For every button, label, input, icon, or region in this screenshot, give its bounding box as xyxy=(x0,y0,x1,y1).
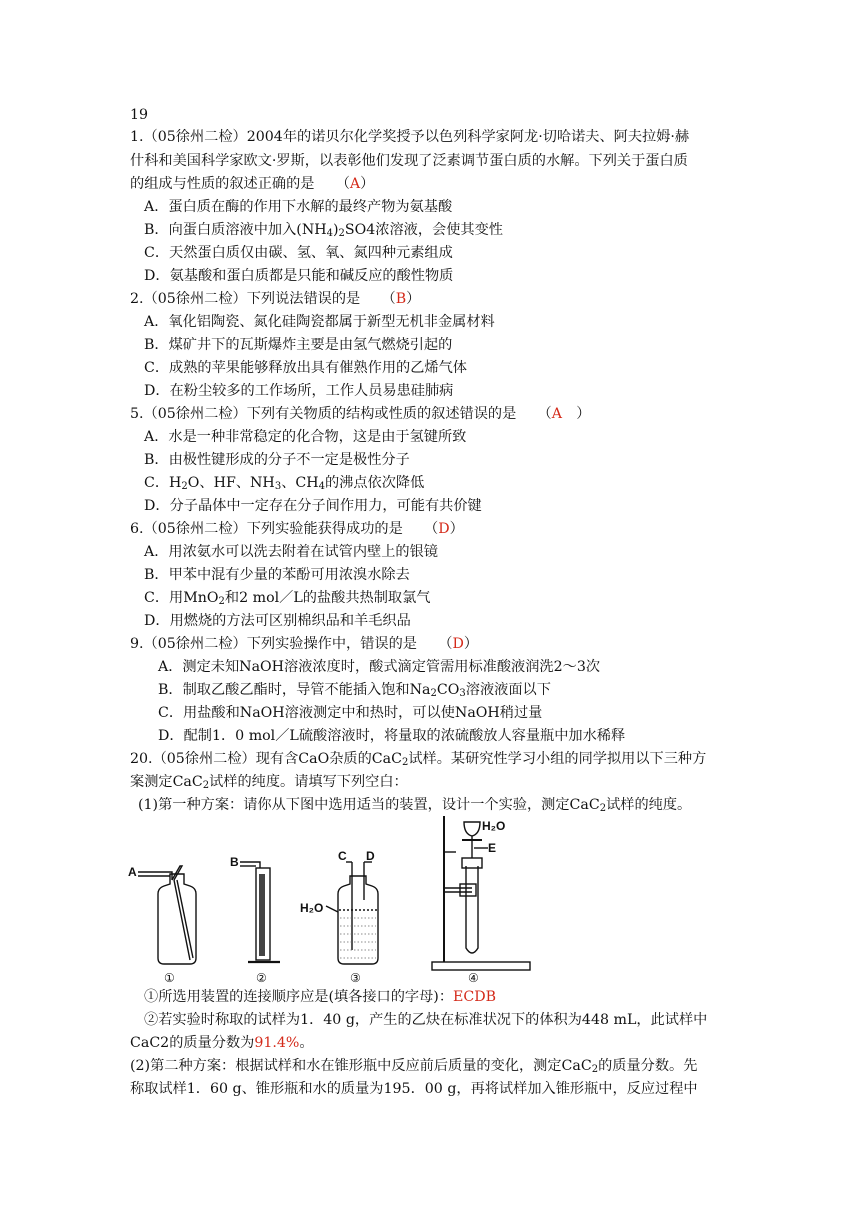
q20-sub2-line1: ②若实验时称取的试样为1．40 g，产生的乙炔在标准状况下的体积为448 mL，此试样中 xyxy=(144,1012,708,1028)
apparatus-label-h2o-3: H₂O xyxy=(300,901,324,915)
q1-stem-line2: 什科和美国科学家欧文·罗斯，以表彰他们发现了泛素调节蛋白质的水解。下列关于蛋白质 xyxy=(130,153,688,169)
q5-option-d: D．分子晶体中一定存在分子间作用力，可能有共价键 xyxy=(144,498,482,514)
q1-option-d: D．氨基酸和蛋白质都是只能和碱反应的酸性物质 xyxy=(144,268,454,284)
q2-option-d: D．在粉尘较多的工作场所，工作人员易患硅肺病 xyxy=(144,383,454,399)
apparatus-num-4: ④ xyxy=(468,971,479,983)
q2-answer: B xyxy=(395,291,407,307)
apparatus-1-bottle xyxy=(138,866,196,964)
apparatus-num-1: ① xyxy=(164,971,175,983)
q20-stem-line2: 案测定CaC$_2$试样的纯度。请填写下列空白： xyxy=(130,774,408,791)
q2-stem: 2.（05徐州二检）下列说法错误的是 （B） xyxy=(130,291,421,307)
apparatus-3-wash-bottle xyxy=(326,862,378,964)
apparatus-label-c: C xyxy=(338,849,347,863)
q5-option-c: C．$H_2O$、HF、$NH_3$、$CH_4$的沸点依次降低 xyxy=(144,475,425,492)
q20-part2-line1: (2)第二种方案：根据试样和水在锥形瓶中反应前后质量的变化，测定CaC$_2$的质量分数。先 xyxy=(130,1058,698,1075)
q5-answer: A xyxy=(551,406,562,422)
q5-option-a: A．水是一种非常稳定的化合物，这是由于氢键所致 xyxy=(144,429,467,445)
q2-option-c: C．成熟的苹果能够释放出具有催熟作用的乙烯气体 xyxy=(144,360,467,376)
q6-answer: D xyxy=(438,521,450,537)
apparatus-label-e: E xyxy=(488,841,497,855)
q9-option-c: C．用盐酸和NaOH溶液测定中和热时，可以使NaOH稍过量 xyxy=(158,705,543,721)
q6-option-c: C．用MnO$_2$和2 mol／L的盐酸共热制取氯气 xyxy=(144,590,431,607)
q6-option-d: D．用燃烧的方法可区别棉织品和羊毛织品 xyxy=(144,613,411,629)
q9-stem: 9.（05徐州二检）下列实验操作中，错误的是 （D） xyxy=(130,636,479,652)
q9-option-a: A．测定未知NaOH溶液浓度时，酸式滴定管需用标准酸液润洗2～3次 xyxy=(158,659,601,675)
q1-option-a: A．蛋白质在酶的作用下水解的最终产物为氨基酸 xyxy=(144,199,453,215)
q9-option-b: B．制取乙酸乙酯时，导管不能插入饱和$Na_2CO_3$溶液液面以下 xyxy=(158,682,551,699)
apparatus-num-2: ② xyxy=(256,971,267,983)
apparatus-4-stand xyxy=(432,816,530,970)
q1-answer: A xyxy=(349,176,361,192)
q5-option-b: B．由极性键形成的分子不一定是极性分子 xyxy=(144,452,410,468)
q2-option-a: A．氧化铝陶瓷、氮化硅陶瓷都属于新型无机非金属材料 xyxy=(144,314,495,330)
q1-stem-line3: 的组成与性质的叙述正确的是 （A） xyxy=(130,176,375,192)
q6-option-b: B．甲苯中混有少量的苯酚可用浓溴水除去 xyxy=(144,567,410,583)
q20-stem-line1: 20.（05徐州二检）现有含CaO杂质的CaC$_2$试样。某研究性学习小组的同学拟用以下三种方 xyxy=(130,751,707,768)
q1-option-c: C．天然蛋白质仅由碳、氢、氧、氮四种元素组成 xyxy=(144,245,453,261)
q1-option-b: B．向蛋白质溶液中加入$(NH_4)_2SO4$浓溶液，会使其变性 xyxy=(144,222,503,239)
q2-option-b: B．煤矿井下的瓦斯爆炸主要是由氢气燃烧引起的 xyxy=(144,337,453,353)
q5-stem: 5.（05徐州二检）下列有关物质的结构或性质的叙述错误的是 （A ） xyxy=(130,406,591,422)
q20-sub1: ①所选用装置的连接顺序应是(填各接口的字母)：ECDB xyxy=(144,989,497,1005)
apparatus-num-3: ③ xyxy=(350,971,361,983)
q20-sub2-answer: 91.4% xyxy=(254,1035,300,1051)
q6-stem: 6.（05徐州二检）下列实验能获得成功的是 （D） xyxy=(130,521,464,537)
q20-part2-line2: 称取试样1．60 g、锥形瓶和水的质量为195．00 g，再将试样加入锥形瓶中，反应过程中 xyxy=(130,1081,698,1097)
page-number: 19 xyxy=(130,107,149,123)
q1-stem-line1: 1.（05徐州二检）2004年的诺贝尔化学奖授予以色列科学家阿龙·切哈诺夫、阿夫拉姆·赫 xyxy=(130,129,690,145)
q20-part1: (1)第一种方案：请你从下图中选用适当的装置，设计一个实验，测定CaC$_2$试样的纯度。 xyxy=(138,797,692,814)
apparatus-label-d: D xyxy=(366,849,375,863)
apparatus-2-cylinder xyxy=(240,862,280,962)
q20-sub2-line2: CaC2的质量分数为91.4%。 xyxy=(130,1035,314,1051)
apparatus-label-b: B xyxy=(230,855,239,869)
q9-answer: D xyxy=(452,636,464,652)
q9-option-d: D．配制1．0 mol／L硫酸溶液时，将量取的浓硫酸放人容量瓶中加水稀释 xyxy=(158,728,626,744)
apparatus-figure xyxy=(120,808,680,983)
q6-option-a: A．用浓氨水可以洗去附着在试管内壁上的银镜 xyxy=(144,544,438,560)
apparatus-label-a: A xyxy=(128,865,137,879)
apparatus-label-h2o-4: H₂O xyxy=(482,819,506,833)
q20-sub1-answer: ECDB xyxy=(453,989,497,1005)
